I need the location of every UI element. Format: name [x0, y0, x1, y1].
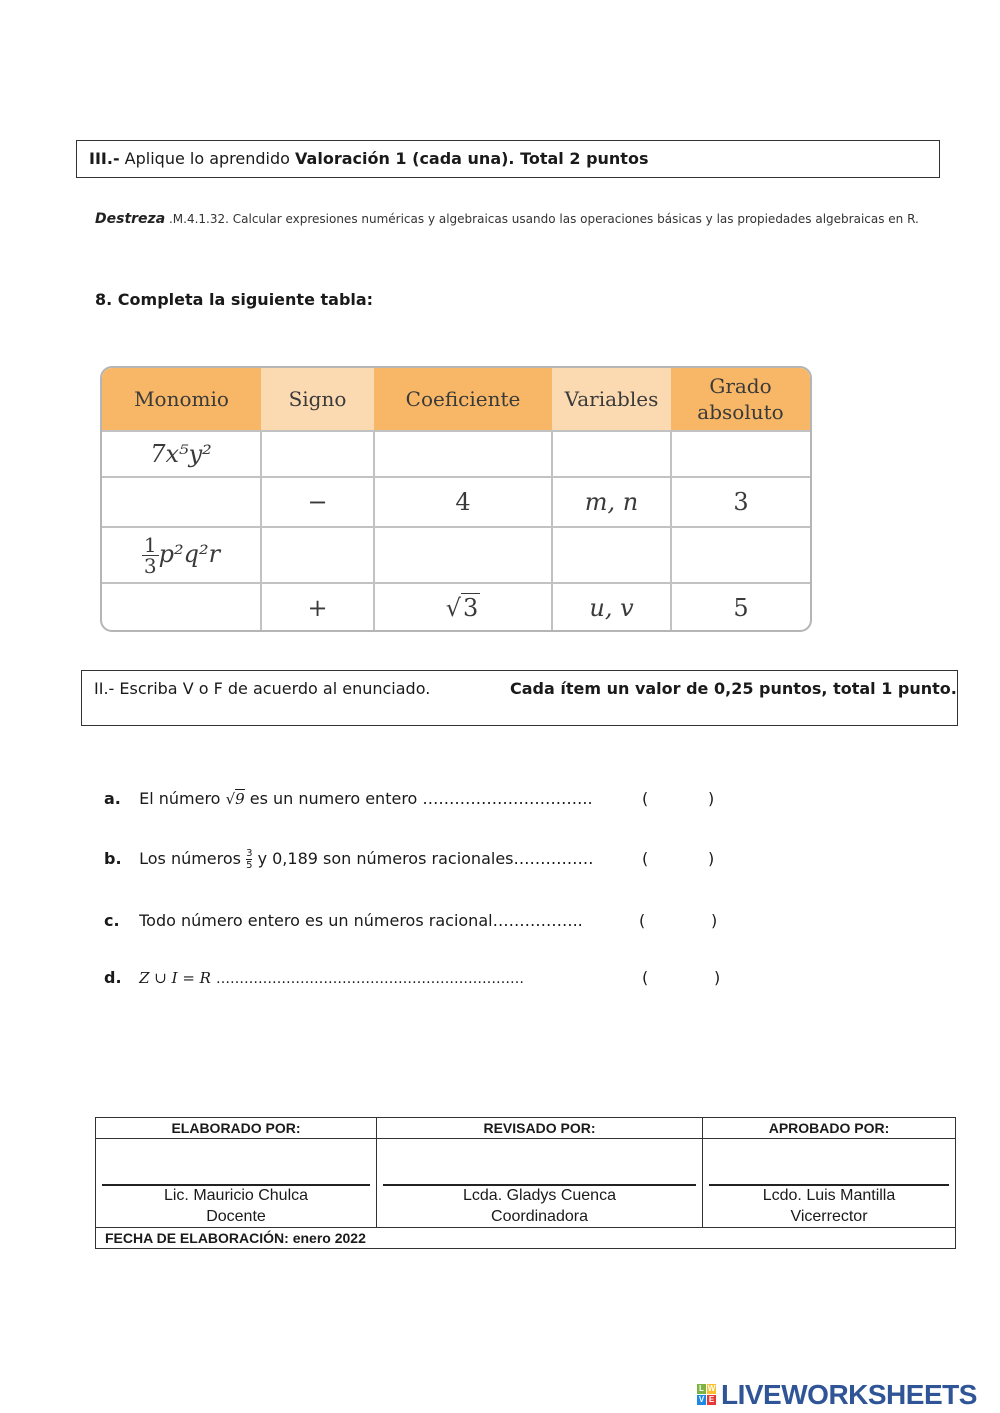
header-coeficiente: Coeficiente: [374, 368, 552, 431]
cell-grado: 3: [671, 477, 810, 527]
cell-variables: u, v: [552, 583, 671, 631]
header-aprobado: APROBADO POR:: [703, 1118, 956, 1139]
item-b-fraction: $\frac{3}{5}$: [246, 848, 253, 871]
header-grado-absoluto: [671, 368, 810, 431]
item-d: [104, 964, 724, 992]
header-absoluto: absoluto: [697, 400, 784, 424]
signer-name: Lcda. Gladys Cuenca: [463, 1187, 616, 1204]
item-c-text: Todo número entero es un números racional……………..: [139, 911, 583, 930]
section-2-text: II.- Escriba V o F de acuerdo al enunciado.: [94, 679, 431, 698]
destreza-text: .M.4.1.32. Calcular expresiones numéricas y algebraicas usando las operaciones básicas y las propiedades algebraicas en R.: [168, 212, 919, 226]
cell-signo[interactable]: [261, 431, 374, 477]
cell-monomio[interactable]: [102, 583, 261, 631]
signer-name: Lic. Mauricio Chulca: [163, 1187, 309, 1204]
item-a-open-paren: (: [642, 789, 649, 808]
header-grado: Grado: [709, 374, 772, 398]
cell-signo: −: [261, 477, 374, 527]
table-row: [102, 477, 810, 527]
item-a-close-paren: ): [708, 789, 715, 808]
section-3-prefix: III.-: [89, 149, 120, 168]
item-b-label: b.: [104, 849, 122, 868]
section-3-text: Aplique lo aprendido: [124, 149, 290, 168]
item-c-open-paren: (: [639, 911, 646, 930]
signature-line: [709, 1184, 949, 1186]
table-row: [102, 431, 810, 477]
fecha-elaboracion: FECHA DE ELABORACIÓN: enero 2022: [96, 1228, 956, 1249]
sqrt-coefficient: √3: [445, 593, 479, 622]
signer-role: Vicerrector: [790, 1208, 868, 1225]
signature-line: [383, 1184, 696, 1186]
cell-grado: 5: [671, 583, 810, 631]
destreza-paragraph: [95, 210, 928, 228]
table-row: [102, 583, 810, 631]
section-2-header: [81, 670, 958, 726]
cell-monomio: 7x⁵y²: [102, 431, 261, 477]
table-row: [102, 527, 810, 583]
cell-monomio[interactable]: [102, 477, 261, 527]
signature-cell-revisado: [377, 1139, 703, 1228]
item-b-post: y 0,189 son números racionales……………: [257, 849, 594, 868]
header-revisado: REVISADO POR:: [377, 1118, 703, 1139]
signature-cell-aprobado: [703, 1139, 956, 1228]
item-b-pre: Los números: [139, 849, 241, 868]
cell-grado[interactable]: [671, 527, 810, 583]
item-a-pre: El número: [139, 789, 221, 808]
item-a-label: a.: [104, 789, 121, 808]
item-a: [104, 785, 724, 813]
destreza-label: Destreza: [95, 211, 166, 227]
item-d-close-paren: ): [714, 968, 721, 987]
monomio-fraction: $\frac{1}{3}$: [143, 532, 157, 578]
item-d-dots: …………………………………………………………: [216, 971, 525, 987]
section-3-valoracion: Valoración 1 (cada una). Total 2 puntos: [295, 149, 649, 168]
signature-cell-elaborado: [96, 1139, 377, 1228]
signer-role: Docente: [206, 1208, 266, 1225]
cell-coeficiente[interactable]: [374, 431, 552, 477]
item-b-close-paren: ): [708, 849, 715, 868]
signer-name: Lcdo. Luis Mantilla: [762, 1187, 896, 1204]
monomial-table-header: [102, 368, 810, 431]
cell-grado[interactable]: [671, 431, 810, 477]
section-2-points: Cada ítem un valor de 0,25 puntos, total 1 punto.: [510, 679, 957, 698]
item-c-close-paren: ): [711, 911, 718, 930]
cell-monomio: $\frac{1}{3}$ p²q²r: [102, 527, 261, 583]
monomial-table: [100, 366, 812, 632]
cell-coeficiente: 4: [374, 477, 552, 527]
question-8-title: 8. Completa la siguiente tabla:: [95, 290, 374, 309]
item-b-open-paren: (: [642, 849, 649, 868]
cell-variables[interactable]: [552, 527, 671, 583]
cell-signo[interactable]: [261, 527, 374, 583]
cell-coeficiente[interactable]: [374, 527, 552, 583]
liveworksheets-logo-text: LIVEWORKSHEETS: [721, 1379, 977, 1410]
signature-line: [102, 1184, 370, 1186]
cell-variables[interactable]: [552, 431, 671, 477]
header-signo: Signo: [261, 368, 374, 431]
item-a-post: es un numero entero …………………………..: [249, 789, 593, 808]
liveworksheets-logo-icon: L W V E: [698, 1384, 716, 1404]
item-b: [104, 845, 724, 873]
item-d-label: d.: [104, 968, 122, 987]
header-elaborado: ELABORADO POR:: [96, 1118, 377, 1139]
signer-role: Coordinadora: [491, 1208, 588, 1225]
section-3-header: [76, 140, 940, 178]
item-a-answer[interactable]: [600, 785, 670, 813]
item-c: [104, 907, 724, 935]
item-d-math: Z ∪ I = R: [139, 969, 211, 987]
item-d-open-paren: (: [642, 968, 649, 987]
header-variables: Variables: [552, 368, 671, 431]
cell-signo: +: [261, 583, 374, 631]
cell-coeficiente: [374, 583, 552, 631]
signature-table: [95, 1117, 955, 1249]
header-monomio: Monomio: [102, 368, 261, 431]
item-c-label: c.: [104, 911, 120, 930]
item-a-root: √9: [225, 790, 245, 808]
cell-variables: m, n: [552, 477, 671, 527]
